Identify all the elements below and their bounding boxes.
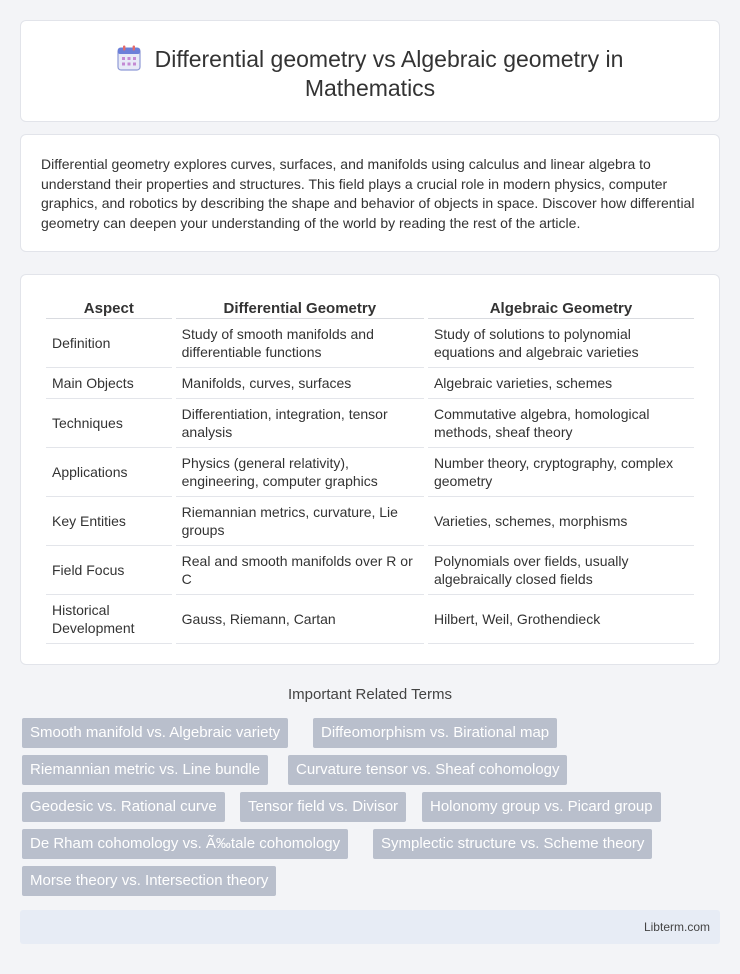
- title-card: [20, 20, 720, 122]
- row-differential: Riemannian metrics, curvature, Lie groups: [176, 497, 424, 546]
- footer-site-link[interactable]: Libterm.com: [643, 920, 710, 934]
- header-differential: Differential Geometry: [176, 296, 424, 319]
- table-row: [46, 595, 694, 644]
- row-aspect: Applications: [46, 448, 172, 497]
- related-terms-heading: Important Related Terms: [288, 686, 452, 703]
- row-aspect: Key Entities: [46, 497, 172, 546]
- row-aspect: Field Focus: [46, 546, 172, 595]
- related-term-tag[interactable]: Symplectic structure vs. Scheme theory: [373, 829, 652, 859]
- row-differential: Real and smooth manifolds over R or C: [176, 546, 424, 595]
- title-line-2: Mathematics: [304, 75, 436, 101]
- comparison-table-card: [20, 274, 720, 665]
- header-aspect: Aspect: [46, 296, 172, 319]
- row-algebraic: Hilbert, Weil, Grothendieck: [428, 595, 694, 644]
- header-algebraic: Algebraic Geometry: [428, 296, 694, 319]
- row-algebraic: Algebraic varieties, schemes: [428, 368, 694, 399]
- comparison-table: [42, 296, 698, 644]
- page-title: [21, 45, 719, 103]
- row-algebraic: Study of solutions to polynomial equations and algebraic varieties: [428, 319, 694, 368]
- row-aspect: Techniques: [46, 399, 172, 448]
- row-aspect: Definition: [46, 319, 172, 368]
- related-term-tag[interactable]: Holonomy group vs. Picard group: [422, 792, 661, 822]
- related-term-tag[interactable]: Tensor field vs. Divisor: [240, 792, 406, 822]
- intro-paragraph: Differential geometry explores curves, surfaces, and manifolds using calculus and linear algebra to understand their properties and structures. This field plays a crucial role in modern physics, computer graphics, and robotics by describing the shape and behavior of objects in space. Discover how differential geometry can deepen your understanding of the world by reading the rest of the article.: [41, 156, 695, 231]
- row-algebraic: Number theory, cryptography, complex geometry: [428, 448, 694, 497]
- related-term-tag[interactable]: Morse theory vs. Intersection theory: [22, 866, 276, 896]
- row-aspect: Main Objects: [46, 368, 172, 399]
- row-differential: Physics (general relativity), engineering, computer graphics: [176, 448, 424, 497]
- related-term-tag[interactable]: Smooth manifold vs. Algebraic variety: [22, 718, 288, 748]
- row-algebraic: Polynomials over fields, usually algebraically closed fields: [428, 546, 694, 595]
- related-term-tag[interactable]: Curvature tensor vs. Sheaf cohomology: [288, 755, 567, 785]
- table-row: [46, 546, 694, 595]
- title-line-1: Differential geometry vs Algebraic geometry in: [154, 46, 624, 72]
- footer: [20, 910, 720, 944]
- row-differential: Differentiation, integration, tensor analysis: [176, 399, 424, 448]
- table-row: [46, 399, 694, 448]
- row-differential: Study of smooth manifolds and differentiable functions: [176, 319, 424, 368]
- related-term-tag[interactable]: Diffeomorphism vs. Birational map: [313, 718, 557, 748]
- row-differential: Gauss, Riemann, Cartan: [176, 595, 424, 644]
- table-row: [46, 368, 694, 399]
- calendar-icon: [117, 45, 141, 71]
- row-differential: Manifolds, curves, surfaces: [176, 368, 424, 399]
- related-term-tag[interactable]: Riemannian metric vs. Line bundle: [22, 755, 268, 785]
- table-row: [46, 319, 694, 368]
- intro-card: [20, 134, 720, 252]
- row-algebraic: Varieties, schemes, morphisms: [428, 497, 694, 546]
- table-row: [46, 448, 694, 497]
- table-header-row: [46, 296, 694, 319]
- row-algebraic: Commutative algebra, homological methods, sheaf theory: [428, 399, 694, 448]
- related-term-tag[interactable]: Geodesic vs. Rational curve: [22, 792, 225, 822]
- table-row: [46, 497, 694, 546]
- row-aspect: Historical Development: [46, 595, 172, 644]
- related-term-tag[interactable]: De Rham cohomology vs. Ã‰tale cohomology: [22, 829, 348, 859]
